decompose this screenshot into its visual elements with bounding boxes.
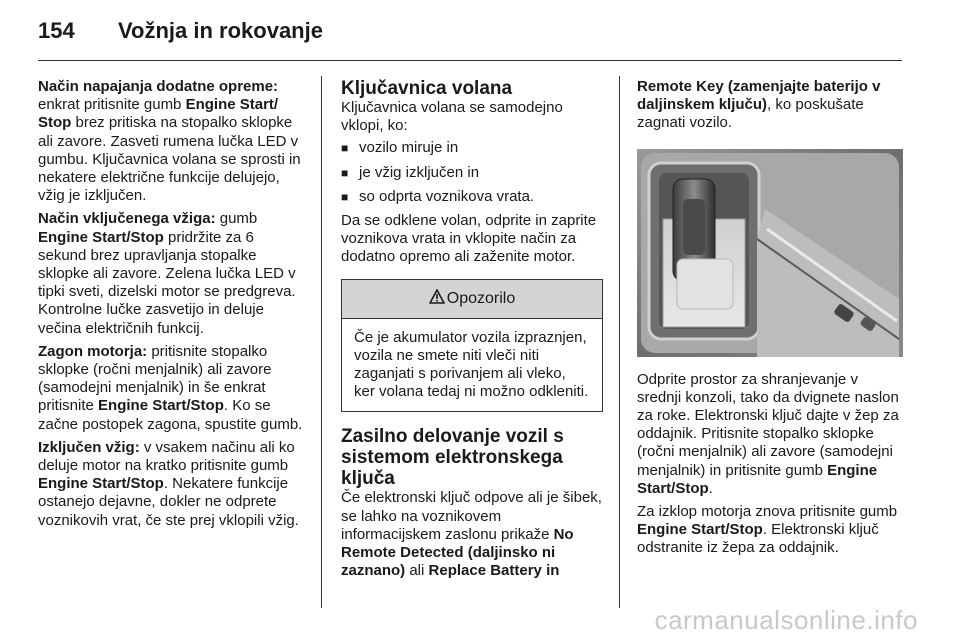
page-title: Vožnja in rokovanje [118, 18, 323, 43]
paragraph-open-storage: Odprite prostor za shranjevanje v srednji konzoli, tako da dvignete naslon za roke. Elektronski ključ dajte v žep za oddajnik. Pritisnite stopalko sklopke (ročni menjalnik) ali zavore (samodejni menjalnik) in pritisnite gumb Engine Start/Stop. [637, 370, 899, 497]
paragraph-steering-intro: Ključavnica volana se samodejno vklopi, ko: [341, 99, 563, 135]
column-divider-2 [619, 76, 620, 608]
warning-text: Če je akumulator vozila izpraznjen, vozila ne smete niti vleči niti zaganjati s porivanjem ali vleko, ker volana tedaj ni možno odkleniti. [354, 328, 589, 401]
warning-box [341, 279, 603, 413]
paragraph-emergency: Če elektronski ključ odpove ali je šibek, se lahko na voznikovem informacijskem zaslonu prikaže No Remote Detected (daljinsko ni zaznano) ali Replace Battery in [341, 489, 602, 580]
paragraph-ignition-off: Izključen vžig: v vsakem načinu ali ko deluje motor na kratko pritisnite gumb Engine Start/Stop. Nekatere funkcije ostanejo dejavne, dokler ne odprete voznikovih vrat, če ste prej vklopili vžig. [38, 438, 299, 529]
paragraph-unlock: Da se odklene volan, odprite in zaprite voznikova vrata in vklopite način za dodatno opremo ali zaženite motor. [341, 212, 597, 266]
page-number: 154 [38, 18, 75, 43]
paragraph-ignition-mode: Način vključenega vžiga: gumb Engine Start/Stop pridržite za 6 sekund brez upravljanja stopalke sklopke ali zavore. Zelena lučka LED v tipki sveti, dizelski motor se predgreva. Kontrolne lučke zasvetijo in deluje večina električnih funkcij. [38, 210, 296, 337]
header-rule [38, 60, 902, 61]
warning-triangle-icon [429, 289, 445, 309]
list-item: ■ je vžig izključen in [341, 164, 603, 182]
list-item: ■ so odprta voznikova vrata. [341, 188, 603, 206]
heading-steering-lock: Ključavnica volana [341, 78, 513, 99]
column-3 [637, 78, 903, 563]
console-key-pocket-photo [637, 149, 903, 357]
list-item: ■ vozilo miruje in [341, 139, 603, 157]
paragraph-continued: Remote Key (zamenjajte baterijo v daljinskem ključu), ko poskušate zagnati vozilo. [637, 78, 881, 132]
column-1 [38, 78, 306, 535]
watermark: carmanualsonline.info [654, 605, 918, 635]
page-header [38, 18, 323, 48]
paragraph-engine-start: Zagon motorja: pritisnite stopalko sklopke (ročni menjalnik) ali zavore (samodejni menjalnik) in še enkrat pritisnite Engine Start/Stop. Ko se začne postopek zagona, spustite gumb. [38, 342, 303, 433]
paragraph-accessory-mode: Način napajanja dodatne opreme: enkrat pritisnite gumb Engine Start/ Stop brez pritiska na stopalko sklopke ali zavore. Zasveti rumena lučka LED v gumbu. Ključavnica volana se sprosti in nekatere električne funkcije delujejo, vžig je izključen. [38, 78, 301, 205]
bullet-list [341, 139, 603, 206]
column-2 [341, 78, 603, 585]
warning-title: Opozorilo [446, 289, 516, 307]
column-divider-1 [321, 76, 322, 608]
warning-header [342, 280, 602, 319]
paragraph-engine-off: Za izklop motorja znova pritisnite gumb Engine Start/Stop. Elektronski ključ odstranite iz žepa za oddajnik. [637, 503, 898, 557]
heading-emergency-operation: Zasilno delovanje vozil s sistemom elektronskega ključa [341, 426, 564, 490]
